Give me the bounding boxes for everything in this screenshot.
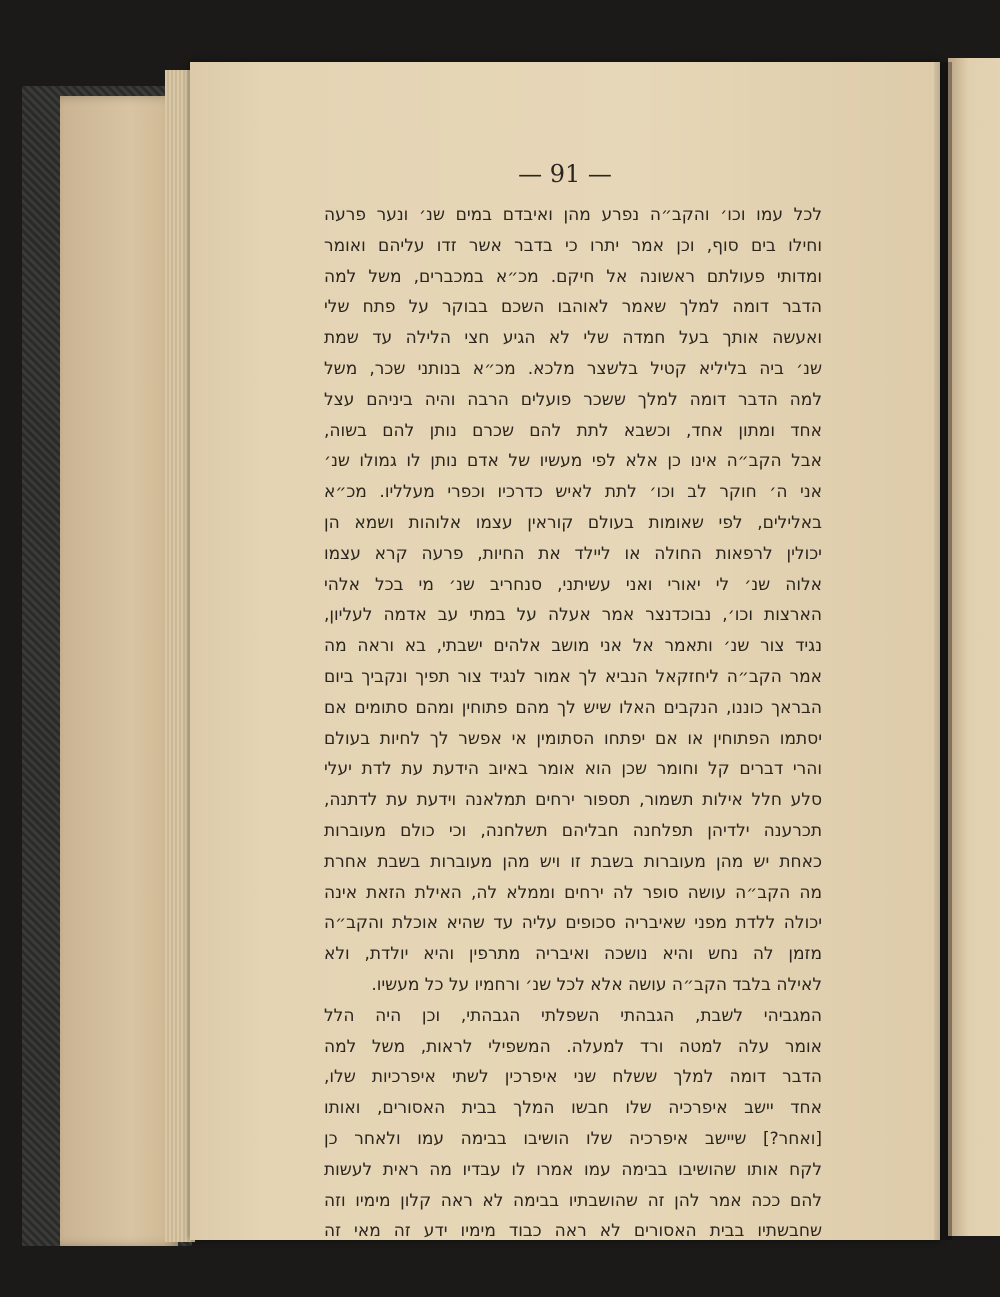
text-line: יכולין לרפאות החולה או ליילד את החיות, פרעה קרא עצמו: [324, 543, 822, 564]
text-line: שנ׳ ביה בליליא קטיל בלשצר מלכא. מכ״א בנותני שכר, משל: [324, 358, 822, 379]
text-line: אבל הקב״ה אינו כן אלא לפי מעשיו של אדם נותן לו גמולו שנ׳: [324, 451, 822, 472]
text-line: לכל עמו וכו׳ והקב״ה נפרע מהן ואיבדם במים שנ׳ ונער פרעה: [324, 205, 822, 225]
text-line: הארצות וכו׳, נבוכדנצר אמר אעלה על במתי עב אדמה לעליון,: [324, 605, 822, 626]
text-line: הדבר דומה למלך שאמר לאוהבו השכם בבוקר על פתח שלי: [324, 297, 822, 318]
text-line: למה הדבר דומה למלך ששכר פועלים הרבה והיה ביניהם עצל: [324, 389, 822, 410]
text-line: אחד ומתון אחד, וכשבא לתת להם שכרם נותן להם בשוה,: [324, 420, 822, 441]
text-line: ואעשה אותך בעל חמדה שלי לא הגיע חצי הלילה עד שמת: [324, 328, 822, 349]
text-line: הדבר דומה למלך ששלח שני איפרכין לשתי איפרכיות שלו,: [324, 1067, 822, 1088]
text-line: [ואחר?] שיישב איפרכיה שלו הושיבו בבימה עמו ולאחר כן: [324, 1128, 822, 1149]
text-line: מה הקב״ה עושה סופר לה ירחים וממלא לה, האילת הזאת אינה: [324, 882, 822, 903]
text-line: אמר הקב״ה ליחזקאל הנביא לך אמור לנגיד צור תפיך ונקביך ביום: [324, 666, 822, 687]
text-line: המגביהי לשבת, הגבהתי השפלתי הגבהתי, וכן היה הלל: [324, 1005, 822, 1026]
page-number: — 91 —: [518, 160, 612, 188]
text-line: כאחת יש מהן מעוברות בשבת זו ויש מהן מעוברות בשבת אחרת: [324, 851, 822, 872]
text-line: אני ה׳ חוקר לב וכו׳ לתת לאיש כדרכיו וכפרי מעלליו. מכ״א: [324, 482, 822, 503]
text-line: אחד יישב איפרכיה שלו חבשו המלך בבית האסורים, ואותו: [324, 1098, 822, 1119]
text-line: אומר עלה למטה ורד למעלה. המשפילי לראות, משל למה: [324, 1036, 822, 1057]
page-gutter: [934, 62, 952, 1240]
text-line: מזמן לה נחש והיא נושכה ואיבריה מתרפין והיא יולדת, ולא: [324, 944, 822, 965]
text-line: אלוה שנ׳ לי יאורי ואני עשיתני, סנחריב שנ׳ מי בכל אלהי: [324, 574, 822, 595]
text-line: תכרענה ילדיהן תפלחנה חבליהם תשלחנה, וכי כולם מעוברות: [324, 820, 822, 841]
text-line: והרי דברים קל וחומר שכן הוא אומר באיוב הידעת עת לדת יעלי: [324, 759, 822, 780]
page-text: [324, 200, 822, 1247]
text-line: לקח אותו שהושיבו בבימה עמו אמרו לו עבדיו מה ראית לעשות: [324, 1159, 822, 1180]
text-line: יסתמו הפתוחין או אם יפתחו הסתומין אי אפשר לך לחיות בעולם: [324, 728, 822, 749]
text-line: נגיד צור שנ׳ ותאמר אל אני מושב אלהים ישבתי, בא וראה מה: [324, 636, 822, 657]
facing-page: [948, 58, 1000, 1236]
text-line: סלע חלל אילות תשמור, תספור ירחים תמלאנה וידעת עת לדתנה,: [324, 790, 822, 811]
text-line: יכולה ללדת מפני שאיבריה סכופים עליה עד שהיא אוכלת והקב״ה: [324, 913, 822, 934]
text-line: להם ככה אמר להן זה שהושבתיו בבימה לא ראה קלון מימיו וזה: [324, 1190, 822, 1211]
text-line: הבראך כוננו, הנקבים האלו שיש לך מהם פתוחין ומהם סתומים אם: [324, 697, 822, 718]
book-cover-edge: [60, 96, 178, 1246]
text-line: וחילו בים סוף, וכן אמר יתרו כי בדבר אשר זדו עליהם ואומר: [324, 235, 822, 256]
text-line: ומדותי פעולתם ראשונה אל חיקם. מכ״א במכברים, משל למה: [324, 266, 822, 287]
text-line: באלילים, לפי שאומות בעולם קוראין עצמו אלוהות ושמא הן: [324, 512, 822, 533]
text-line: שחבשתיו בבית האסורים לא ראה כבוד מימיו ידע זה מאי זה: [324, 1221, 822, 1242]
text-line: לאילה בלבד הקב״ה עושה אלא לכל שנ׳ ורחמיו על כל מעשיו.: [371, 974, 822, 995]
